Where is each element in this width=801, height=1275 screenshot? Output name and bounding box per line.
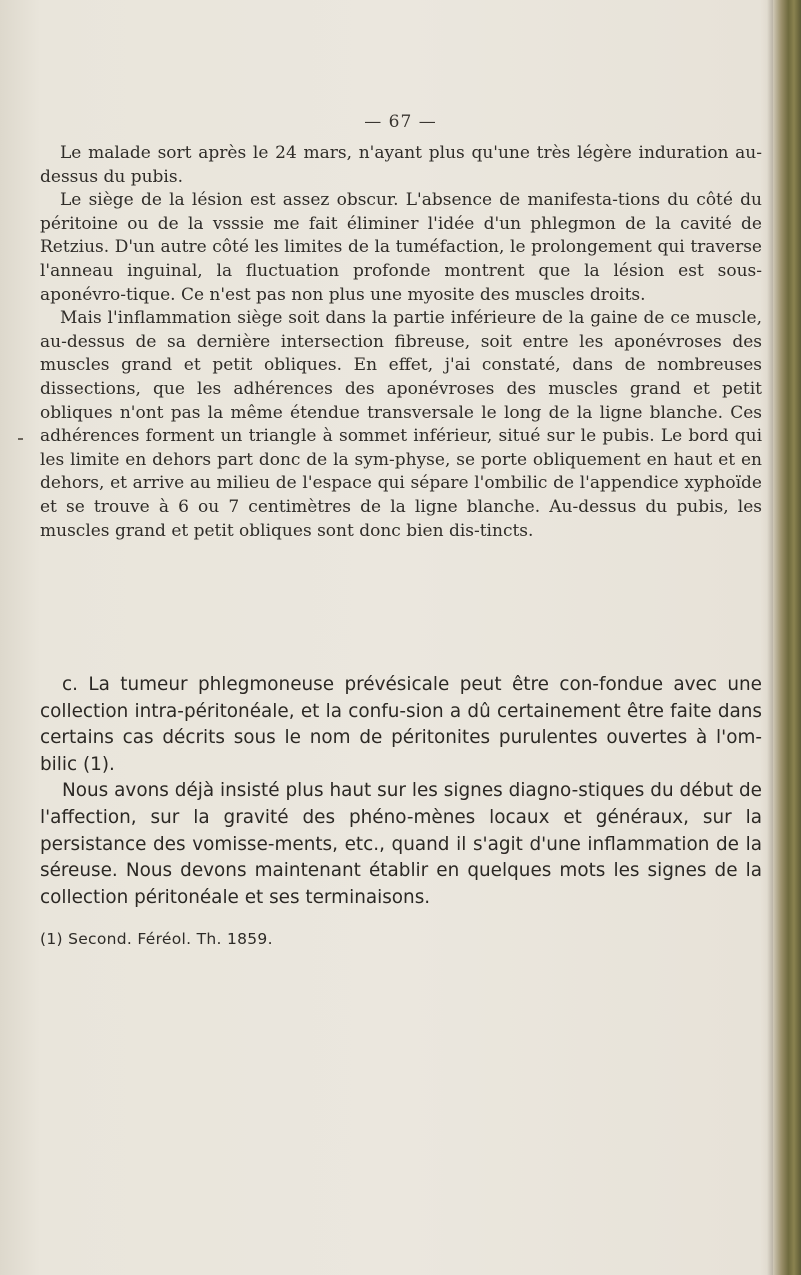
paragraph-3: Mais l'inflammation siège soit dans la partie inférieure de la gaine de ce muscle, au-dessus de sa dernière intersection fibreuse, soit entre les aponévroses des muscles grand et petit obliques. En effet, j'ai constaté, dans de nombreuses dissections, que les adhérences des aponévroses des muscles grand et petit obliques n'ont pas la même étendue transversale le long de la ligne blanche. Ces adhérences forment un triangle à sommet inférieur, situé sur le pubis. Le bord qui les limite en dehors part donc de la sym-physe, se porte obliquement en haut et en dehors, et arrive au milieu de l'espace qui sépare l'ombilic de l'appendice xyphoïde et se trouve à 6 ou 7 centimètres de la ligne blanche. Au-dessus du pubis, les muscles grand et petit obliques sont donc bien dis-tincts. xyxy=(40,308,762,541)
paragraph-2: Le siège de la lésion est assez obscur. L'absence de manifesta-tions du côté du péritoine ou de la vsssie me fait éliminer l'idée d'un phlegmon de la cavité de Retzius. D'un autre côté les limites de la tuméfaction, le prolongement qui traverse l'anneau inguinal, la fluctuation profonde montrent que la lésion est sous-aponévro-tique. Ce n'est pas non plus une myosite des muscles droits. xyxy=(40,190,762,305)
paragraph-5: Nous avons déjà insisté plus haut sur les signes diagno-stiques du début de l'affection, sur la gravité des phéno-mènes locaux et généraux, sur la persistance des vomisse-ments, etc., quand il s'agit d'une inflammation de la séreuse. Nous devons maintenant établir en quelques mots les signes de la collection péritonéale et ses terminaisons. xyxy=(40,780,762,908)
body-text-lower xyxy=(40,672,762,911)
body-text-upper xyxy=(40,142,762,543)
book-edge xyxy=(773,0,801,1275)
paragraph-1: Le malade sort après le 24 mars, n'ayant plus qu'une très légère induration au-dessus du pubis. xyxy=(40,143,762,187)
footnote: (1) Second. Féréol. Th. 1859. xyxy=(40,930,273,948)
page-number: — 67 — xyxy=(364,112,437,132)
paragraph-4: c. La tumeur phlegmoneuse prévésicale peut être con-fondue avec une collection intra-péritonéale, et la confu-sion a dû certainement être faite dans certains cas décrits sous le nom de péritonites purulentes ouvertes à l'om-bilic (1). xyxy=(40,674,762,775)
margin-mark xyxy=(18,438,23,440)
gutter-shadow xyxy=(767,0,773,1275)
